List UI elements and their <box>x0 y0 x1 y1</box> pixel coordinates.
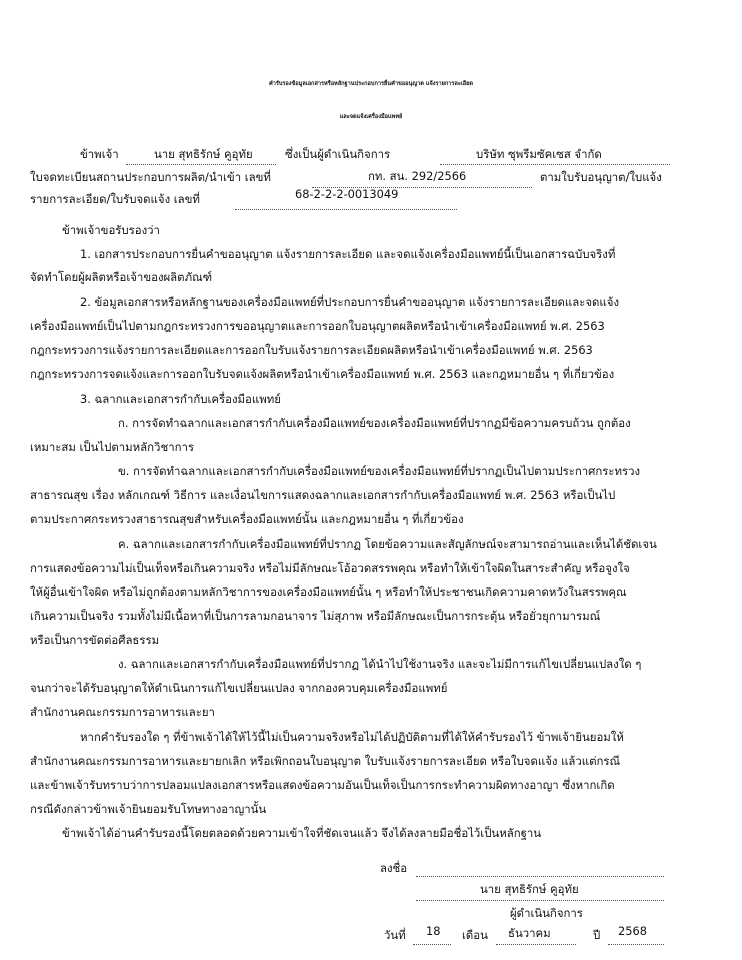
company-value: บริษัท ซุพรีมซัคเซส จำกัด <box>476 147 602 161</box>
intro-text: ข้าพเจ้าขอรับรองว่า <box>62 223 160 237</box>
clause-3c-line-2: การแสดงข้อความไม่เป็นเท็จหรือเกินความจริง หรือไม่มีลักษณะโอ้อวดสรรพคุณ หรือทำให้เข้าใจผิดในสาระสำคัญ หรือจูงใจ <box>30 561 630 575</box>
clause-2-line-1: 2. ข้อมูลเอกสารหรือหลักฐานของเครื่องมือแพทย์ที่ประกอบการยื่นคำขออนุญาต แจ้งรายการละเอียดและจดแจ้ง <box>80 295 620 309</box>
clause-3a-line-1: ก. การจัดทำฉลากและเอกสารกำกับเครื่องมือแพทย์ของเครื่องมือแพทย์ที่ปรากฏมีข้อความครบถ้วน ถูกต้อง <box>118 416 631 430</box>
label-operator: ซึ่งเป็นผู้ดำเนินกิจการ <box>285 147 391 161</box>
day-label: วันที่ <box>384 928 406 942</box>
label-permit-notification: ตามใบรับอนุญาต/ใบแจ้ง <box>540 170 662 184</box>
document-title-line-2: และจดแจ้งเครื่องมือแพทย์ <box>339 114 403 120</box>
applicant-name-value: นาย สุทธิรักษ์ คูอุทัย <box>154 147 253 161</box>
clause-1-line-1: 1. เอกสารประกอบการยื่นคำขออนุญาต แจ้งรายการละเอียด และจดแจ้งเครื่องมือแพทย์นี้เป็นเอกสารฉบับจริงที่ <box>80 247 616 261</box>
clause-3-heading: 3. ฉลากและเอกสารกำกับเครื่องมือแพทย์ <box>80 392 281 406</box>
clause-3a-line-2: เหมาะสม เป็นไปตามหลักวิชาการ <box>30 440 194 454</box>
signer-name: นาย สุทธิรักษ์ คูอุทัย <box>480 882 579 896</box>
notification-field-line <box>235 209 457 210</box>
clause-3c-line-5: หรือเป็นการขัดต่อศีลธรรม <box>30 633 160 647</box>
penalty-paragraph-line-1: หากคำรับรองใด ๆ ที่ข้าพเจ้าได้ให้ไว้นี้ไม่เป็นความจริงหรือไม่ได้ปฏิบัติตามที่ได้ให้คำรับรองไว้ ข้าพเจ้ายินยอมให้ <box>80 730 624 744</box>
label-notification-number: รายการละเอียด/ใบรับจดแจ้ง เลขที่ <box>30 192 200 206</box>
year-label: ปี <box>593 928 601 942</box>
clause-3d-line-2: จนกว่าจะได้รับอนุญาตให้ดำเนินการแก้ไขเปลี่ยนแปลง จากกองควบคุมเครื่องมือแพทย์ <box>30 681 448 695</box>
sign-label: ลงชื่อ <box>380 861 408 875</box>
name-field-line <box>126 164 276 165</box>
clause-3b-line-3: ตามประกาศกระทรวงสาธารณสุขสำหรับเครื่องมือแพทย์นั้น และกฎหมายอื่น ๆ ที่เกี่ยวข้อง <box>30 512 464 526</box>
clause-3d-line-1: ง. ฉลากและเอกสารกำกับเครื่องมือแพทย์ที่ปรากฏ ได้นำไปใช้งานจริง และจะไม่มีการแก้ไขเปลี่ยนแปลงใด ๆ <box>118 657 642 671</box>
label-i: ข้าพเจ้า <box>80 147 119 161</box>
clause-3c-line-1: ค. ฉลากและเอกสารกำกับเครื่องมือแพทย์ที่ปรากฏ โดยข้อความและสัญลักษณ์จะสามารถอ่านและเห็นได้ชัดเจน <box>118 537 657 551</box>
penalty-paragraph-line-3: และข้าพเจ้ารับทราบว่าการปลอมแปลงเอกสารหรือแสดงข้อความอันเป็นเท็จเป็นการกระทำความผิดทางอาญา ซึ่งหากเกิด <box>30 778 615 792</box>
clause-3c-line-3: ให้ผู้อื่นเข้าใจผิด หรือไม่ถูกต้องตามหลักวิชาการของเครื่องมือแพทย์นั้น ๆ หรือทำให้ประชาชนเกิดความคาดหวังในสรรพคุณ <box>30 585 627 599</box>
day-field-line <box>413 944 451 945</box>
signature-line <box>416 876 664 877</box>
clause-3b-line-1: ข. การจัดทำฉลากและเอกสารกำกับเครื่องมือแพทย์ของเครื่องมือแพทย์ที่ปรากฏเป็นไปตามประกาศกระทรวง <box>118 464 641 478</box>
company-field-line <box>440 164 670 165</box>
clause-2-line-3: กฎกระทรวงการแจ้งรายการละเอียดและการออกใบรับแจ้งรายการละเอียดผลิตหรือนำเข้าเครื่องมือแพทย์ พ.ศ. 2563 <box>30 343 593 357</box>
signer-role: ผู้ดำเนินกิจการ <box>510 906 583 920</box>
penalty-paragraph-line-4: กรณีดังกล่าวข้าพเจ้ายินยอมรับโทษทางอาญานั้น <box>30 802 267 816</box>
month-value: ธันวาคม <box>508 926 551 940</box>
penalty-paragraph-line-2: สำนักงานคณะกรรมการอาหารและยายกเลิก หรือเพิกถอนใบอนุญาต ใบรับแจ้งรายการละเอียด หรือใบจดแจ้ง แล้วแต่กรณี <box>30 754 621 768</box>
year-field-line <box>608 944 664 945</box>
day-value: 18 <box>426 924 441 938</box>
label-establishment-license: ใบจดทะเบียนสถานประกอบการผลิต/นำเข้า เลขที่ <box>30 170 271 184</box>
month-label: เดือน <box>462 928 488 942</box>
clause-2-line-4: กฎกระทรวงการจดแจ้งและการออกใบรับจดแจ้งผลิตหรือนำเข้าเครื่องมือแพทย์ พ.ศ. 2563 และกฎหมายอื่น ๆ ที่เกี่ยวข้อง <box>30 367 615 381</box>
clause-3c-line-4: เกินความเป็นจริง รวมทั้งไม่มีเนื้อหาที่เป็นการลามกอนาจาร ไม่สุภาพ หรือมีลักษณะเป็นการกระตุ้น หรือยั่วยุกามารมณ์ <box>30 609 601 623</box>
clause-3b-line-2: สาธารณสุข เรื่อง หลักเกณฑ์ วิธีการ และเงื่อนไขการแสดงฉลากและเอกสารกำกับเครื่องมือแพทย์ พ.ศ. 2563 หรือเป็นไป <box>30 488 616 502</box>
month-field-line <box>496 944 576 945</box>
agency-name: สำนักงานคณะกรรมการอาหารและยา <box>30 705 215 719</box>
year-value: 2568 <box>618 924 647 938</box>
clause-2-line-2: เครื่องมือแพทย์เป็นไปตามกฎกระทรวงการขออนุญาตและการออกใบอนุญาตผลิตหรือนำเข้าเครื่องมือแพทย์ พ.ศ. 2563 <box>30 319 605 333</box>
notification-number-value: 68-2-2-2-0013049 <box>295 187 399 201</box>
signer-name-line <box>416 900 664 901</box>
acknowledgement-text: ข้าพเจ้าได้อ่านคำรับรองนี้โดยตลอดด้วยความเข้าใจที่ชัดเจนแล้ว จึงได้ลงลายมือชื่อไว้เป็นหลักฐาน <box>62 826 542 840</box>
document-title-line-1: คำรับรองข้อมูลเอกสารหรือหลักฐานประกอบการยื่นคำขออนุญาต แจ้งรายการละเอียด <box>268 81 474 87</box>
clause-1-line-2: จัดทำโดยผู้ผลิตหรือเจ้าของผลิตภัณฑ์ <box>30 270 213 284</box>
establishment-license-value: กท. สน. 292/2566 <box>368 169 467 183</box>
